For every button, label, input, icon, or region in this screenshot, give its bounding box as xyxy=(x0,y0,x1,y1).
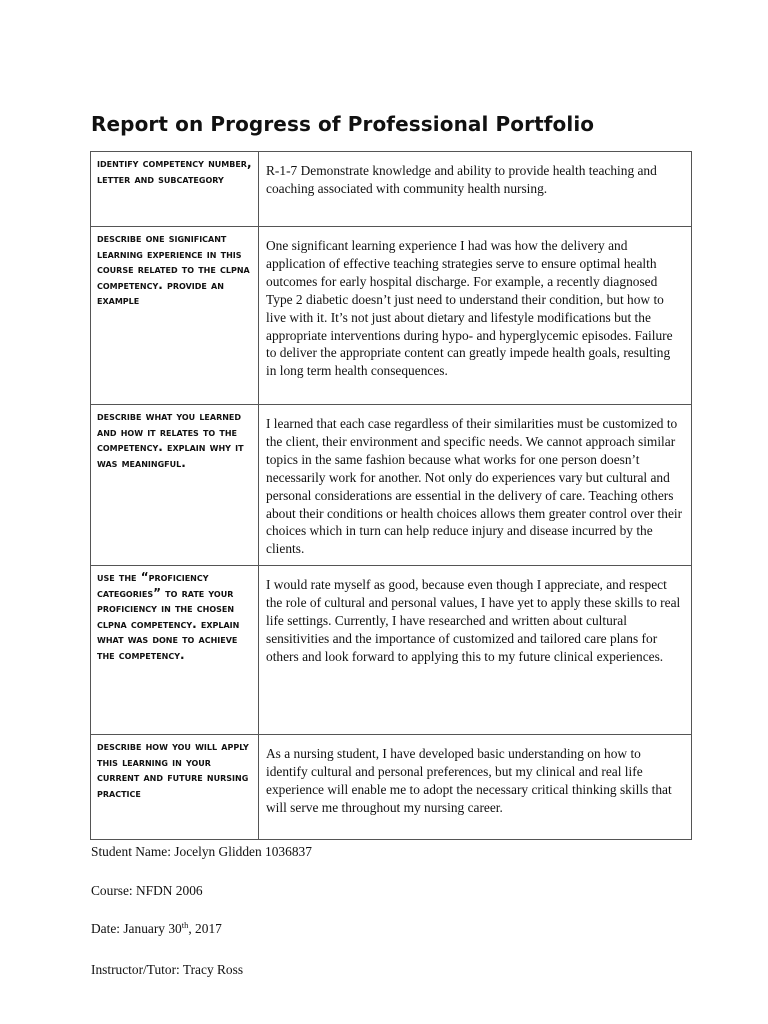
row-label: identify competency number, letter and subcategory xyxy=(97,156,252,186)
date xyxy=(91,921,222,937)
row-text: R-1-7 Demonstrate knowledge and ability to provide health teaching and coaching associated with community health nursing. xyxy=(266,163,657,196)
row-text-cell xyxy=(259,566,692,735)
row-text: One significant learning experience I had was how the delivery and application of effective teaching strategies serve to ensure optimal health outcomes for early hospital discharge. For example, a recently diagnosed Type 2 diabetic doesn’t just need to understand their condition, but how to live with it. It’s not just about dietary and lifestyle modifications but the appropriate interventions during hypo- and hyperglycemic episodes. Failure to deliver the appropriate content can greatly impede health goals, resulting in long term health consequences. xyxy=(266,238,673,379)
row-text-cell xyxy=(259,227,692,405)
row-label: describe what you learned and how it relates to the competency. explain why it was meaningful. xyxy=(97,409,244,470)
table-row xyxy=(91,227,692,405)
row-label-cell xyxy=(91,227,259,405)
row-text: As a nursing student, I have developed basic understanding on how to identify cultural and personal preferences, but my clinical and real life experience will enable me to adopt the necessary critical thinking skills that will serve me throughout my nursing career. xyxy=(266,746,672,815)
course: Course: NFDN 2006 xyxy=(91,883,203,898)
row-text: I learned that each case regardless of their similarities must be customized to the client, their environment and specific needs. We cannot approach similar topics in the same fashion because what works for one person doesn’t necessarily work for another. Not only do experiences vary but cultural and personal considerations are essential in the delivery of care. Teaching others about their conditions or health choices allows them greater control over their choices which in turn can help reduce injury and disease incurred by the clients. xyxy=(266,416,683,557)
row-label: use the “proficiency categories” to rate your proficiency in the chosen clpna competency. explain what was done to achieve the competency. xyxy=(97,570,240,662)
row-text-cell xyxy=(259,735,692,840)
row-label-cell xyxy=(91,566,259,735)
row-text-cell xyxy=(259,152,692,227)
row-label-cell xyxy=(91,405,259,566)
portfolio-table xyxy=(90,151,692,840)
student-name: Student Name: Jocelyn Glidden 1036837 xyxy=(91,844,312,859)
table-row xyxy=(91,405,692,566)
row-label-cell xyxy=(91,152,259,227)
date-suffix: , 2017 xyxy=(188,921,222,936)
date-prefix: Date: January 30 xyxy=(91,921,182,936)
row-label: describe one significant learning experience in this course related to the clpna competency. provide an example xyxy=(97,231,250,307)
row-label: describe how you will apply this learning in your current and future nursing practice xyxy=(97,739,249,800)
table-row xyxy=(91,566,692,735)
row-text: I would rate myself as good, because even though I appreciate, and respect the role of cultural and personal values, I have yet to apply these skills to real life settings. Currently, I have researched and written about cultural sensitivities and the importance of customized and tailored care plans for others and look forward to applying this to my future clinical experiences. xyxy=(266,577,681,664)
table-row xyxy=(91,152,692,227)
row-label-cell xyxy=(91,735,259,840)
instructor: Instructor/Tutor: Tracy Ross xyxy=(91,962,244,977)
date-superscript: th xyxy=(181,920,189,930)
table-row xyxy=(91,735,692,840)
page-title: Report on Progress of Professional Portfolio xyxy=(91,112,595,136)
row-text-cell xyxy=(259,405,692,566)
